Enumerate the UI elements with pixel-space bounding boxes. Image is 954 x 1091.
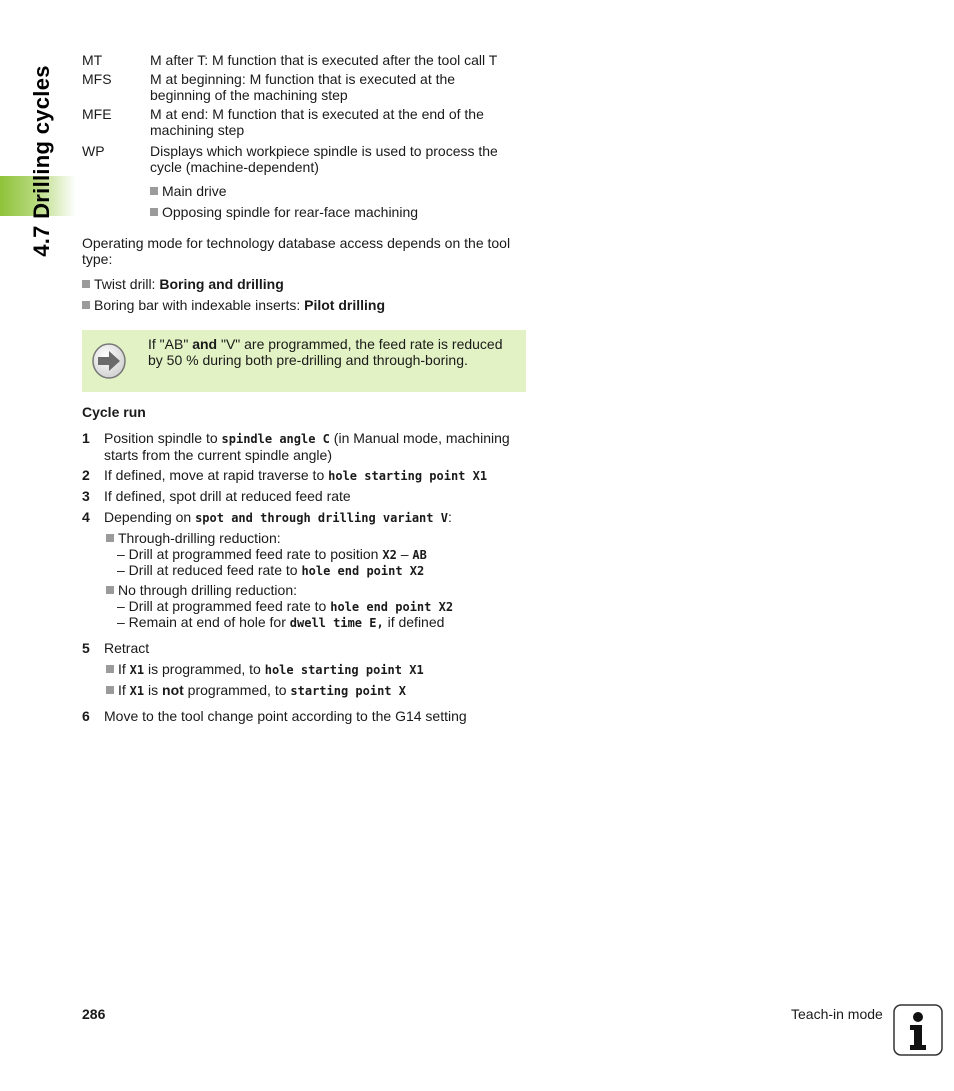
def-desc-mt: M after T: M function that is executed after the tool call T — [150, 52, 498, 68]
operating-mode-item-twist: Twist drill: Boring and drilling — [82, 276, 284, 292]
bullet-square-icon — [106, 534, 114, 542]
operating-mode-item-boring-bar: Boring bar with indexable inserts: Pilot drilling — [82, 297, 385, 313]
wp-option-main: Main drive — [150, 183, 227, 199]
operating-mode-paragraph: Operating mode for technology database access depends on the tool type: — [82, 235, 511, 267]
note-text: If "AB" and "V" are programmed, the feed rate is reduced by 50 % during both pre-drilling and through-boring. — [148, 336, 503, 368]
retract-option-1: If X1 is programmed, to hole starting point X1 — [106, 661, 424, 678]
wp-option-opposing: Opposing spindle for rear-face machining — [150, 204, 418, 220]
def-desc-wp: Displays which workpiece spindle is used to process the cycle (machine-dependent) — [150, 143, 498, 175]
bullet-square-icon — [150, 208, 158, 216]
arrow-right-icon — [91, 341, 127, 381]
step-number: 5 — [82, 640, 90, 656]
def-key-mfs: MFS — [82, 71, 112, 87]
step-number: 6 — [82, 708, 90, 724]
bullet-square-icon — [82, 301, 90, 309]
info-icon — [893, 1004, 943, 1056]
retract-option-2: If X1 is not programmed, to starting point X — [106, 682, 406, 699]
through-drilling-line-2: – Drill at reduced feed rate to hole end point X2 — [117, 562, 425, 578]
bullet-square-icon — [106, 586, 114, 594]
no-through-drilling-line-2: – Remain at end of hole for dwell time E, if defined — [117, 614, 445, 630]
bullet-square-icon — [106, 665, 114, 673]
bullet-square-icon — [82, 280, 90, 288]
step-number: 2 — [82, 467, 90, 483]
step-number: 3 — [82, 488, 90, 504]
step-number: 4 — [82, 509, 90, 525]
def-desc-mfs: M at beginning: M function that is executed at the beginning of the machining step — [150, 71, 456, 103]
section-title-text: 4.7 Drilling cycles — [29, 64, 55, 257]
step-5-text: Retract — [104, 640, 150, 656]
step-3-text: If defined, spot drill at reduced feed rate — [104, 488, 351, 504]
bullet-square-icon — [150, 187, 158, 195]
def-key-mt: MT — [82, 52, 103, 68]
step-6-text: Move to the tool change point according to the G14 setting — [104, 708, 467, 724]
no-through-drilling-line-1: – Drill at programmed feed rate to hole end point X2 — [117, 598, 454, 614]
note-box — [82, 330, 526, 392]
step-1-text: Position spindle to spindle angle C (in Manual mode, machining starts from the current spindle angle) — [104, 430, 510, 463]
step-number: 1 — [82, 430, 90, 446]
page-number: 286 — [82, 1006, 106, 1022]
footer-chapter: Teach-in mode — [791, 1006, 883, 1022]
cycle-run-heading: Cycle run — [82, 404, 146, 420]
def-desc-mfe: M at end: M function that is executed at the end of the machining step — [150, 106, 484, 138]
through-drilling-line-1: – Drill at programmed feed rate to position X2 – AB — [117, 546, 427, 562]
def-key-mfe: MFE — [82, 106, 112, 122]
bullet-square-icon — [106, 686, 114, 694]
section-title — [24, 48, 60, 273]
def-key-wp: WP — [82, 143, 105, 159]
through-drilling-label: Through-drilling reduction: — [106, 530, 281, 546]
step-4-text: Depending on spot and through drilling variant V: — [104, 509, 452, 525]
step-2-text: If defined, move at rapid traverse to hole starting point X1 — [104, 467, 488, 483]
no-through-drilling-label: No through drilling reduction: — [106, 582, 297, 598]
